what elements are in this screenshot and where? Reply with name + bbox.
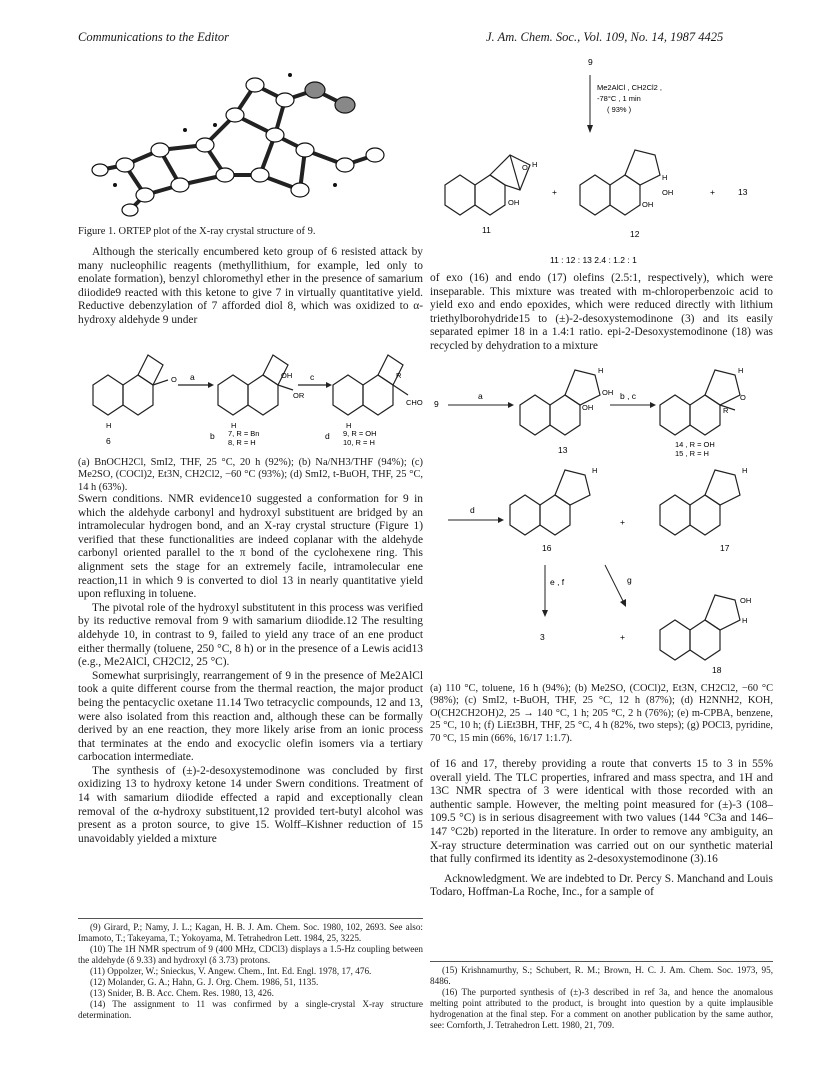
arrow-label-bc: b , c [620,391,637,401]
running-header-right: J. Am. Chem. Soc., Vol. 109, No. 14, 1987 4425 [486,30,724,44]
ortep-figure [85,55,405,220]
label-oh-11: OH [508,198,520,207]
footnote-11: (11) Oppolzer, W.; Snieckus, V. Angew. Chem., Int. Ed. Engl. 1978, 17, 476. [90,966,372,976]
label-cho-9: CHO [406,398,423,407]
footnote-14: (14) The assignment to 11 was confirmed by a single-crystal X-ray structure determination. [78,999,423,1020]
right-paragraph-1 [430,272,773,354]
label-h-18: H [742,616,748,625]
right-p1-text: of exo (16) and endo (17) olefins (2.5:1, respectively), which were inseparable. This mixture was treated with m-chloroperbenzoic acid to yield exo and endo epoxides, which were reduced directly with lithium triethylborohydride15 to (±)-2-desoxystemodinone (3) and its easily separated epimer 18 in a 1.4:1 ratio. epi-2-Desoxystemodinone (18) was recycled by dehydration to a mixture [430,272,773,352]
arrow-label-c: c [310,372,315,382]
compound-18-label: 18 [712,665,722,675]
label-h-9: H [346,421,352,430]
arrow-label-a-mid: a [478,391,483,401]
scheme-2-caption: (a) 110 °C, toluene, 16 h (94%); (b) Me2SO, (COCl)2, Et3N, CH2Cl2, −60 °C (98%); (c) SmI2, t-BuOH, THF, 25 °C, 12 h (87%); (d) H2NNH2, KOH, O(CH2CH2OH)2, 25 → 140 °C, 1 h; 205 °C, 2 h (76%); (e) m-CPBA, benzene, 25 °C, 10 h; (f) LiEt3BH, THF, 25 °C, 4 h (82%, two steps); (g) POCl3, pyridine, 70 °C, 15 min (66%, 16/17 1:1.7). [430,683,773,744]
label-h-17: H [742,466,748,475]
compound-10-label: 10, R = H [343,438,375,447]
left-p4-text: Somewhat surprisingly, rearrangement of 9 in the presence of Me2AlCl took a quite different course from the thermal reaction, the major product being the pentacyclic oxetane 11.14 Two tetracyclic compounds, 12 and 13, were also isolated from this reaction and, although these can be formally derived by an ene reaction, they more likely arise from an ionic process that terminates at the endo and exocyclic olefin isomers via a tertiary carbocation intermediate. [78,669,423,764]
label-oh-13a: OH [602,388,614,397]
footnote-12: (12) Molander, G. A.; Hahn, G. J. Org. Chem. 1986, 51, 1135. [90,977,319,987]
label-o-14: O [740,393,746,402]
figure-1-caption: Figure 1. ORTEP plot of the X-ray crystal structure of 9. [78,226,316,237]
scheme-1-structures [78,340,423,450]
footnote-rule-left [78,918,423,919]
scheme-2-structures [430,55,770,270]
label-h-14: H [738,366,744,375]
compound-3-label: 3 [540,632,545,642]
arrow-label-ef: e , f [550,577,565,587]
arrow-label-d: d [325,431,330,441]
compound-9-top: 9 [588,57,593,67]
compound-13-mid: 13 [558,445,568,455]
label-h-13: H [598,366,604,375]
footnotes-left [78,922,423,1021]
compound-14-label: 14 , R = OH [675,440,715,449]
compound-12-label: 12 [630,229,640,239]
label-oh-12b: OH [642,200,654,209]
reagent-line-2: -78°C , 1 min [597,94,641,103]
label-oh-18: OH [740,596,752,605]
footnote-16: (16) The purported synthesis of (±)-3 described in ref 3a, and hence the anomalous melting point attributed to the product, is brought into question by a quite implausible hydrogenation at the final step. For a comment on another publication by the same author, see: Cornforth, J. Tetrahedron Lett. 1980, 21, 709. [430,987,773,1030]
arrow-label-a: a [190,372,195,382]
footnote-10: (10) The 1H NMR spectrum of 9 (400 MHz, CDCl3) displays a 1.5-Hz coupling between the aldehyde (δ 9.33) and hydroxyl (δ 3.73) protons. [78,944,423,965]
reagent-line-3: ( 93% ) [607,105,632,114]
scheme-3-structures [430,355,770,675]
product-ratio: 11 : 12 : 13 2.4 : 1.2 : 1 [550,255,637,265]
reagent-line-1: Me2AlCl , CH2Cl2 , [597,83,663,92]
footnotes-right [430,965,773,1031]
label-h-16: H [592,466,598,475]
left-p2-text: Swern conditions. NMR evidence10 suggested a conformation for 9 in which the aldehyde carbonyl and hydroxyl substituent are bridged by an intramolecular hydrogen bond, and an X-ray crystal structure (Figure 1) verified that these functionalities are indeed coplanar with the aldehyde carbonyl oriented parallel to the π bond of the cyclohexene ring. This alignment sets the stage for an extremely facile, intramolecular ene reaction,11 in which 9 is converted to diol 13 in nearly quantitative yield upon refluxing in toluene. [78,493,423,601]
compound-16-label: 16 [542,543,552,553]
compound-8-label: 8, R = H [228,438,256,447]
arrow-label-g: g [627,575,632,585]
running-header-left: Communications to the Editor [78,30,230,44]
footnote-rule-right [430,961,773,962]
left-p5-text: The synthesis of (±)-2-desoxystemodinone was concluded by first oxidizing 13 to hydroxy ketone 14 under Swern conditions. Treatment of 14 with samarium diiodide effected a rapid and exceptionally clean removal of the α-hydroxy substituent,12 provided tert-butyl alcohol was present as a proton source, to give 15. Wolff–Kishner reduction of 15 unavoidably yielded a mixture [78,764,423,845]
label-h-7: H [231,421,237,430]
arrow-label-d-mid: d [470,505,475,515]
scheme-1-caption: (a) BnOCH2Cl, SmI2, THF, 25 °C, 20 h (92%); (b) Na/NH3/THF (94%); (c) Me2SO, (COCl)2, Et3N, CH2Cl2, −60 °C (93%); (d) SmI2, t-BuOH, THF, 25 °C, 14 h (63%). [78,457,423,493]
left-p3-text: The pivotal role of the hydroxyl substitutent in this process was verified by its reductive removal from 9 with samarium diiodide.12 The resulting aldehyde 10, in contrast to 9, failed to yield any trace of an ene product either thermally (toluene, 250 °C, 8 h) or in the presence of a Lewis acid13 (e.g., Me2AlCl, CH2Cl2, 25 °C). [78,601,423,669]
right-paragraph-2 [430,758,773,900]
label-oh-12a: OH [662,188,674,197]
plus-mid-2: + [620,632,625,642]
compound-17-label: 17 [720,543,730,553]
label-h-12: H [662,173,668,182]
footnote-13: (13) Snider, B. B. Acc. Chem. Res. 1980, 13, 426. [90,988,274,998]
compound-9-label: 9, R = OH [343,429,377,438]
right-p2-text: of 16 and 17, thereby providing a route that converts 15 to 3 in 55% overall yield. The TLC properties, infrared and mass spectra, and 1H and 13C NMR spectra of 3 were identical with those recorded with an authentic sample. However, the melting point measured for (±)-3 (108–109.5 °C) is in serious disagreement with two values (144 °C3a and 146–147 °C2b) reported in the literature. In order to remove any ambiguity, an X-ray structure determination was carried out on our synthetic material that fully confirmed its identity as 2-desoxystemodinone (3).16 [430,758,773,866]
label-o-11: O [522,163,528,172]
label-h-6: H [106,421,112,430]
compound-15-label: 15 , R = H [675,449,709,458]
plus-mid-1: + [620,517,625,527]
acknowledgment: Acknowledgment. We are indebted to Dr. Percy S. Manchand and Louis Todaro, Hoffman-La Roche, Inc., for a sample of [430,872,773,899]
compound-6-label: 6 [106,436,111,446]
plus-1: + [552,187,557,197]
compound-7-label: 7, R = Bn [228,429,260,438]
arrow-label-b: b [210,431,215,441]
label-oh-13b: OH [582,403,594,412]
label-oh-7: OH [281,371,293,380]
label-r-9: R [396,371,402,380]
label-o-6: O [171,375,177,384]
left-paragraphs [78,493,423,846]
left-paragraph-1 [78,246,423,328]
compound-9-mid: 9 [434,399,439,409]
compound-11-label: 11 [482,225,491,235]
label-or-7: OR [293,391,305,400]
left-p1-text: Although the sterically encumbered keto group of 6 resisted attack by many nucleophilic reagents (methyllithium, for example, led only to enolate formation), benzyl chloromethyl ether in the presence of samarium diiodide9 reacted with this ketone to give 7 in virtually quantitative yield. Reductive debenzylation of 7 afforded diol 8, which was oxidized to α-hydroxy aldehyde 9 under [78,246,423,326]
footnote-15: (15) Krishnamurthy, S.; Schubert, R. M.; Brown, H. C. J. Am. Chem. Soc. 1973, 95, 8486. [430,965,773,986]
compound-13-top: 13 [738,187,748,197]
plus-2: + [710,187,715,197]
footnote-9: (9) Girard, P.; Namy, J. L.; Kagan, H. B. J. Am. Chem. Soc. 1980, 102, 2693. See also: Imamoto, T.; Takeyama, T.; Yokoyama, M. Tetrahedron Lett. 1984, 25, 3225. [78,922,423,943]
label-r-14: R [723,406,729,415]
label-h-11: H [532,160,538,169]
